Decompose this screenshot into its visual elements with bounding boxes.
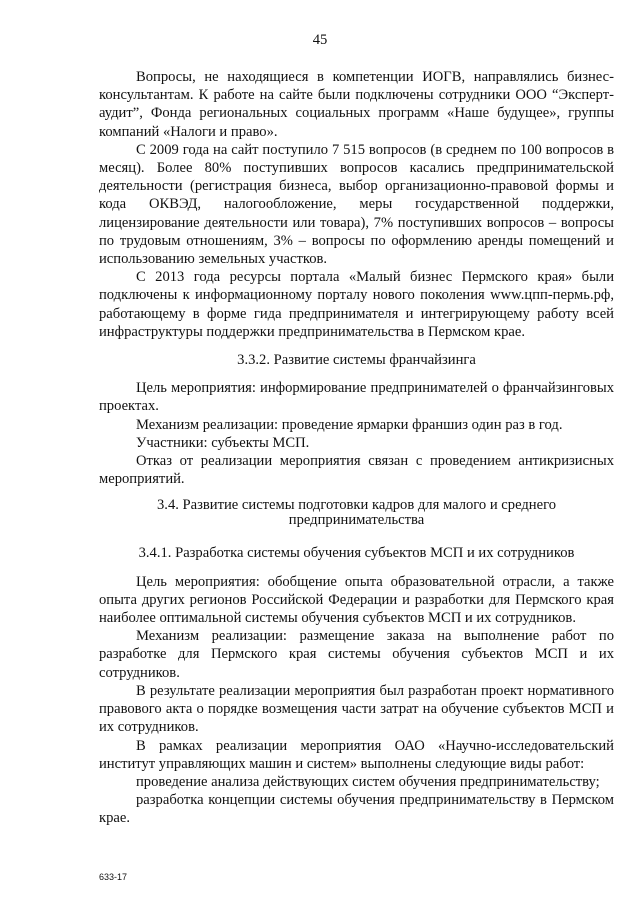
paragraph: проведение анализа действующих систем обучения предпринимательству;: [136, 773, 600, 790]
paragraph: С 2009 года на сайт поступило 7 515 вопросов (в среднем по 100 вопросов в месяц). Более 80% поступивших вопросов касались предпринимательской деятельности (регистрация бизнеса, выбор организационно-правовой формы и кода ОКВЭД, налогообложение, меры государственной поддержки, лицензирование деятельности или товара), 7% поступивших вопросов – вопросы по трудовым отношениям, 3% – вопросы по оформлению аренды помещений и использованию земельных участков.: [99, 141, 614, 268]
paragraph: Цель мероприятия: обобщение опыта образовательной отрасли, а также опыта других регионов Российской Федерации и разработки для Пермского края наиболее оптимальной системы обучения субъектов МСП и их сотрудников.: [99, 573, 614, 627]
section-heading-3-4: 3.4. Развитие системы подготовки кадров для малого и среднего предпринимательства: [157, 497, 556, 529]
paragraph: Механизм реализации: проведение ярмарки франшиз один раз в год.: [136, 416, 563, 433]
page-number: 45: [312, 32, 328, 48]
paragraph: В рамках реализации мероприятия ОАО «Научно-исследовательский институт управляющих машин и систем» выполнены следующие виды работ:: [99, 737, 614, 772]
section-heading-3-3-2: 3.3.2. Развитие системы франчайзинга: [237, 352, 476, 369]
paragraph: Вопросы, не находящиеся в компетенции ИОГВ, направлялись бизнес-консультантам. К работе на сайте были подключены сотрудники ООО “Эксперт-аудит”, Фонда региональных социальных программ «Наше будущее», группы компаний «Налоги и право».: [99, 69, 614, 140]
document-body: [99, 68, 614, 828]
paragraph: Отказ от реализации мероприятия связан с проведением антикризисных мероприятий.: [99, 453, 614, 488]
paragraph: Участники: субъекты МСП.: [136, 434, 310, 451]
paragraph: разработка концепции системы обучения предпринимательству в Пермском крае.: [99, 792, 614, 827]
paragraph: С 2013 года ресурсы портала «Малый бизнес Пермского края» были подключены к информационному порталу нового поколения www.цпп-пермь.рф, работающему в форме гида предпринимателя и интегрирующему работу всей инфраструктуры поддержки предпринимательства в Пермском крае.: [99, 269, 614, 340]
paragraph: Механизм реализации: размещение заказа на выполнение работ по разработке для Пермского края системы обучения субъектов МСП и их сотрудников.: [99, 628, 614, 681]
section-heading-3-4-1: 3.4.1. Разработка системы обучения субъектов МСП и их сотрудников: [138, 545, 575, 562]
paragraph: Цель мероприятия: информирование предпринимателей о франчайзинговых проектах.: [99, 380, 614, 415]
footer-code: 633-17: [99, 872, 128, 882]
paragraph: В результате реализации мероприятия был разработан проект нормативного правового акта о порядке возмещения части затрат на обучение субъектов МСП и их сотрудников.: [99, 682, 614, 736]
